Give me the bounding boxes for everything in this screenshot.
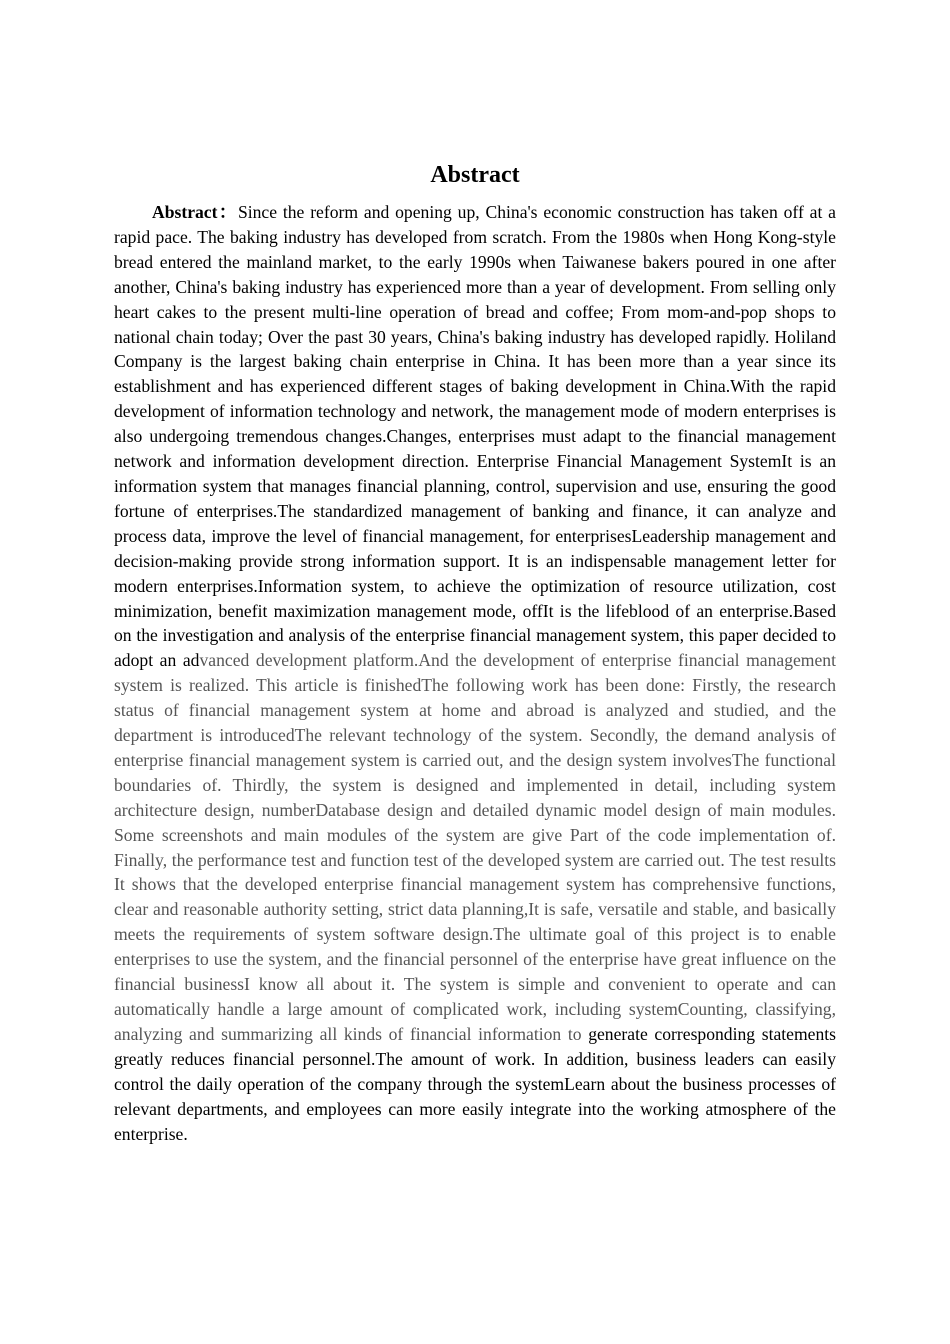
abstract-paragraph [114, 200, 836, 1146]
abstract-lead-label: Abstract： [152, 202, 238, 222]
page-title: Abstract [430, 162, 520, 188]
abstract-text-part-1: Since the reform and opening up, China's economic construction has taken off at a rapid pace. The baking industry has developed from scratch. From the 1980s when Hong Kong-style bread entered the mainland market, to the early 1990s when Taiwanese bakers poured in one after another, China's baking industry has experienced more than a year of development. From selling only heart cakes to the present multi-line operation of bread and coffee; From mom-and-pop shops to national chain today; Over the past 30 years, China's baking industry has developed rapidly. Holiland Company is the largest baking chain enterprise in China. It has been more than a year since its establishment and has experienced different stages of baking development in China.With the rapid development of information technology and network, the management mode of modern enterprises is also undergoing tremendous changes.Changes, enterprises must adapt to the financial management network and information development direction. Enterprise Financial Management SystemIt is an information system that manages financial planning, control, supervision and use, ensuring the good fortune of enterprises.The standardized management of banking and finance, it can analyze and process data, improve the level of financial management, for enterprisesLeadership management and decision-making provide strong information support. It is an indispensable management letter for modern enterprises.Information system, to achieve the optimization of resource utilization, cost minimization, benefit maximization management mode, offIt is the lifeblood of an enterprise.Based on the investigation and analysis of the enterprise financial management system, this paper decided to adopt an ad [114, 202, 836, 671]
abstract-text-part-2: vanced development platform.And the development of enterprise financial management system is realized. This article is finishedThe following work has been done: Firstly, the research status of financial management system at home and abroad is analyzed and studied, and the department is introducedThe relevant technology of the system. Secondly, the demand analysis of enterprise financial management system is carried out, and the design system involvesThe functional boundaries of. Thirdly, the system is designed and implemented in detail, including system architecture design, numberDatabase design and detailed dynamic model design of main modules. Some screenshots and main modules of the system are give Part of the code implementation of. Finally, the performance test and function test of the developed system are carried out. The test results It shows that the developed enterprise financial management system has comprehensive functions, clear and reasonable authority setting, strict data planning,It is safe, versatile and stable, and basically meets the requirements of system software design.The ultimate goal of this project is to enable enterprises to use the system, and the financial personnel of the enterprise have great influence on the financial businessI know all about it. The system is simple and convenient to operate and can automatically handle a large amount of complicated work, including systemCounting, classifying, analyzing and summarizing all kinds of financial information to [114, 650, 836, 1044]
abstract-text-part-3: generate corresponding statements greatly reduces financial personnel.The amount of work. In addition, business leaders can easily control the daily operation of the company through the systemLearn about the business processes of relevant departments, and employees can more easily integrate into the working atmosphere of the enterprise. [114, 1023, 837, 1144]
